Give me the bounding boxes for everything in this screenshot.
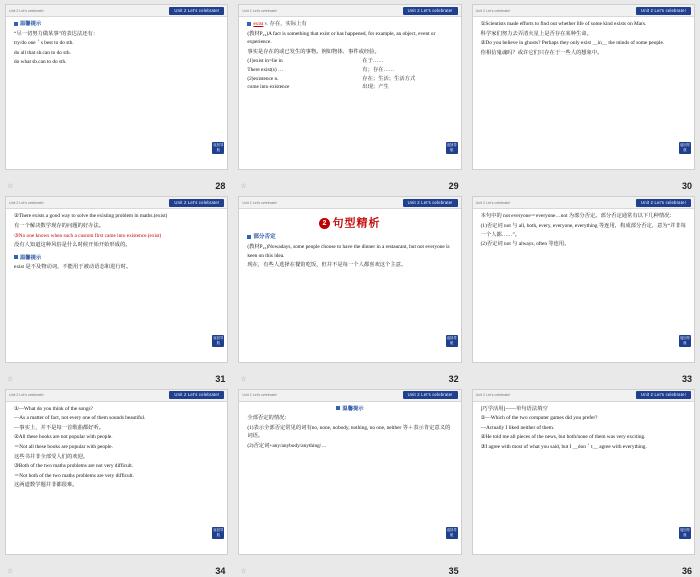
text-line: 全部否定的情况： xyxy=(247,415,290,422)
text-line: 有一个解决数学现存的问题的好办法。 xyxy=(14,222,105,229)
slide-cell[interactable] xyxy=(233,0,466,192)
slide-body xyxy=(6,403,227,540)
slide-header xyxy=(473,5,694,17)
text-line: ②There exists a good way to solve the existing problem in maths.(exist) xyxy=(14,213,168,220)
text-line: ①—What do you think of the songs? xyxy=(14,405,93,412)
text-line: (教材P₂₂)Nowadays, some people choose to have the dinner in a restaurant, but not everyone is keen on this idea. xyxy=(247,243,450,259)
text-line: try/do one＇s best to do sth. xyxy=(14,40,74,47)
square-bullet-icon xyxy=(14,255,18,259)
headword-pos: v. xyxy=(264,21,269,27)
text-line: (2)否定词 not 与 always, often 等连用。 xyxy=(480,241,570,248)
star-icon: ☆ xyxy=(7,374,14,383)
slide-header xyxy=(473,390,694,402)
square-bullet-icon xyxy=(336,406,340,410)
text-line: 事实是存在的或已发生的事物。例如物体、事件或经验。 xyxy=(247,48,380,55)
text-line: ②He told me all pieces of the news, but both/none of them was very exciting. xyxy=(480,434,646,441)
exercise-title: [巧学活用]——单句语法填空 xyxy=(480,405,548,412)
text-line: 本句中的 not everyone＝everyone…not 为部分否定。部分否定通常有以下几种情况： xyxy=(480,213,675,220)
section-title xyxy=(247,218,452,229)
phrase-row xyxy=(247,75,452,84)
phrase-en: (1)exist in=lie in xyxy=(247,58,283,65)
page-number: 31 xyxy=(215,373,226,384)
header-tag: Unit 2 Let's celebrate! xyxy=(403,391,458,399)
star-icon: ☆ xyxy=(240,566,247,575)
header-left-label: Unit 2 Let's celebrate! xyxy=(242,200,277,205)
slide-34[interactable] xyxy=(5,389,228,555)
phrase-cn: 有；存在…… xyxy=(362,66,395,73)
text-line: 现在，有些人选择在餐馆吃饭，但并不是每一个人都喜欢这个主意。 xyxy=(247,262,407,269)
back-nav-button[interactable]: 返回导航 xyxy=(213,335,224,345)
slide-35[interactable] xyxy=(238,389,461,555)
page-number: 34 xyxy=(215,565,226,576)
page-number: 32 xyxy=(448,373,459,384)
text-line: do what sb.can to do sth. xyxy=(14,59,67,66)
phrase-en: (2)existence n. xyxy=(247,75,279,82)
text-line: —As a matter of fact, not every one of them sounds beautiful. xyxy=(14,415,146,422)
text-line: exist 是不及物动词，不能用于被动语态和进行时。 xyxy=(14,264,132,271)
text-line: ＝Not both of the two maths problems are very difficult. xyxy=(14,472,134,479)
back-nav-button[interactable]: 返回导航 xyxy=(679,143,691,153)
page-number: 33 xyxy=(681,373,692,384)
slide-header xyxy=(6,390,227,402)
text-line: ＝Not all these books are popular with people. xyxy=(14,444,113,451)
slide-28[interactable] xyxy=(5,4,228,170)
header-tag: Unit 2 Let's celebrate! xyxy=(169,199,224,207)
slide-32[interactable] xyxy=(238,196,461,362)
header-tag: Unit 2 Let's celebrate! xyxy=(636,391,691,399)
header-tag: Unit 2 Let's celebrate! xyxy=(636,199,691,207)
slide-31[interactable] xyxy=(5,196,228,362)
text-line: (教材P₂₂)A fact is something that exist or has happened, for example, an object, event or experience. xyxy=(247,30,436,46)
text-line: ②Do you believe in ghosts? Perhaps they only exist ＿in＿ the minds of some people. xyxy=(480,40,665,47)
text-line: ③Both of the two maths problems are not very difficult. xyxy=(14,463,134,470)
page-number: 36 xyxy=(681,565,692,576)
text-line: ①—Which of the two computer games did you prefer? xyxy=(480,415,598,422)
slide-body xyxy=(473,210,694,347)
text-line: ②All these books are not popular with people. xyxy=(14,434,113,441)
back-nav-button[interactable]: 返回导航 xyxy=(679,335,691,345)
slide-header xyxy=(6,197,227,209)
back-nav-button[interactable]: 返回导航 xyxy=(213,143,224,153)
header-tag: Unit 2 Let's celebrate! xyxy=(403,199,458,207)
slide-cell[interactable] xyxy=(467,0,700,192)
slide-body xyxy=(239,403,460,540)
headword-gloss: 存在，实际上有 xyxy=(269,21,307,27)
page-number: 29 xyxy=(448,181,459,192)
header-left-label: Unit 2 Let's celebrate! xyxy=(9,393,44,398)
slide-header xyxy=(473,197,694,209)
header-left-label: Unit 2 Let's celebrate! xyxy=(475,200,511,205)
slide-header xyxy=(239,197,460,209)
tip-label: 温馨提示 xyxy=(247,405,452,414)
text-line: 这两道数学题并非都很难。 xyxy=(14,482,78,489)
slide-36[interactable] xyxy=(472,389,695,555)
phrase-cn: 存在；生活；生活方式 xyxy=(362,75,416,82)
header-tag: Unit 2 Let's celebrate! xyxy=(169,391,224,399)
header-left-label: Unit 2 Let's celebrate! xyxy=(242,8,277,13)
back-nav-button[interactable]: 返回导航 xyxy=(213,527,224,537)
star-icon: ☆ xyxy=(7,566,14,575)
slide-33[interactable] xyxy=(472,196,695,362)
slide-cell[interactable] xyxy=(0,385,233,577)
header-left-label: Unit 2 Let's celebrate! xyxy=(475,393,511,398)
text-line: (1)表示全部否定常见的词有no, none, nobody, nothing, no one, neither 等＋表示肯定意义的词语。 xyxy=(247,424,451,440)
text-line: 科学家们努力去弄清火星上是否存在某种生命。 xyxy=(480,30,592,37)
back-nav-button[interactable]: 返回导航 xyxy=(446,143,457,153)
slide-body xyxy=(473,18,694,155)
text-line: 你相信鬼魂吗？或许它们只存在于一些人的想象中。 xyxy=(480,49,603,56)
slide-cell[interactable] xyxy=(233,385,466,577)
phrase-cn: 出现；产生 xyxy=(362,84,389,91)
text-line: 没有人知道这种风俗是什么时候开始开始形成的。 xyxy=(14,242,131,249)
back-nav-button[interactable]: 返回导航 xyxy=(446,527,457,537)
section-title-text: 句型精析 xyxy=(332,217,381,230)
header-tag: Unit 2 Let's celebrate! xyxy=(636,7,691,15)
page-number: 30 xyxy=(681,181,692,192)
phrase-en: There exist(s) … xyxy=(247,66,284,73)
slide-30[interactable] xyxy=(472,4,695,170)
phrase-cn: 在于…… xyxy=(362,58,384,65)
text-line: ③No one knows when such a custom first came into existence.(exist) xyxy=(14,232,162,239)
slide-body xyxy=(6,18,227,155)
slide-cell[interactable] xyxy=(0,192,233,384)
section-number-badge: 2 xyxy=(319,218,330,229)
slide-header xyxy=(239,5,460,17)
headword: exist xyxy=(253,21,264,27)
slide-header xyxy=(239,390,460,402)
page-number: 28 xyxy=(215,181,226,192)
subsection-label: 部分否定 xyxy=(247,233,452,242)
text-line: —Actually I liked neither of them. xyxy=(480,424,555,431)
slide-body xyxy=(473,403,694,540)
square-bullet-icon xyxy=(247,235,251,239)
text-line: (1)否定词 not 与 all, both, every, everyone, everything 等连用，构成部分否定，意为“并非每一个人都……”。 xyxy=(480,222,686,238)
text-line: ③I agree with most of what you said, but I ＿don＇t＿ agree with everything. xyxy=(480,444,647,451)
text-line: (2)否定词+any/anybody/anything/… xyxy=(247,443,327,450)
slide-body xyxy=(239,18,460,155)
back-nav-button[interactable]: 返回导航 xyxy=(446,335,457,345)
text-line: —事实上，并不是每一首歌曲都好听。 xyxy=(14,424,105,431)
slide-header xyxy=(6,5,227,17)
text-line: ①Scientists made efforts to find out whether life of some kind exists on Mars. xyxy=(480,21,647,27)
tip-label: 温馨提示 xyxy=(14,254,219,263)
phrase-en: come into existence xyxy=(247,84,290,91)
star-icon: ☆ xyxy=(240,374,247,383)
slide-body xyxy=(6,210,227,347)
text-line: do all that sb.can to do sth. xyxy=(14,49,71,56)
header-left-label: Unit 2 Let's celebrate! xyxy=(475,8,511,13)
slide-cell[interactable] xyxy=(0,0,233,192)
phrase-row xyxy=(247,57,452,66)
entry-head xyxy=(247,20,452,29)
phrase-row xyxy=(247,66,452,75)
header-left-label: Unit 2 Let's celebrate! xyxy=(9,8,44,13)
page-number: 35 xyxy=(448,565,459,576)
header-left-label: Unit 2 Let's celebrate! xyxy=(9,200,44,205)
header-tag: Unit 2 Let's celebrate! xyxy=(169,7,224,15)
slide-cell[interactable] xyxy=(467,192,700,384)
back-nav-button[interactable]: 返回导航 xyxy=(679,527,691,537)
text-line: “尽一切努力做某事”的表达法还有： xyxy=(14,30,99,37)
phrase-row xyxy=(247,83,452,92)
text-line: 这些书并非全部受人们的欢迎。 xyxy=(14,453,89,460)
square-bullet-icon xyxy=(247,22,251,26)
slide-body xyxy=(239,210,460,347)
star-icon: ☆ xyxy=(240,182,247,191)
slide-cell[interactable] xyxy=(233,192,466,384)
header-left-label: Unit 2 Let's celebrate! xyxy=(242,393,277,398)
star-icon: ☆ xyxy=(7,182,14,191)
slide-29[interactable] xyxy=(238,4,461,170)
slide-cell[interactable] xyxy=(467,385,700,577)
header-tag: Unit 2 Let's celebrate! xyxy=(403,7,458,15)
tip-label: 温馨提示 xyxy=(14,20,219,29)
square-bullet-icon xyxy=(14,22,18,26)
